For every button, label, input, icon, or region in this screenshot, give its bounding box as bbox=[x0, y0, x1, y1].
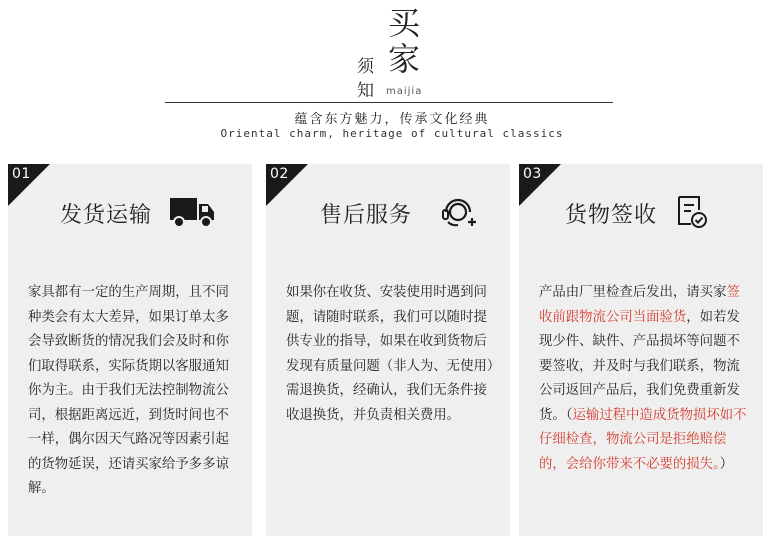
card-title: 发货运输 bbox=[60, 203, 153, 228]
card-title: 货物签收 bbox=[565, 203, 658, 228]
tagline-english: Oriental charm, heritage of cultural classics bbox=[220, 127, 564, 140]
card-body: 家具都有一定的生产周期，且不同种类会有太大差异，如果订单太多会导致断货的情况我们会及时和你们取得联系，实际货期以客服通知你为主。由于我们无法控制物流公司，根据距离远近，到货时间也不一样，偶尔因天气路况等因素引起的货物延误，还请买家给予多多谅解。 bbox=[28, 285, 229, 496]
body-warning-text: 签收前跟物流公司当面验货 bbox=[539, 285, 740, 325]
header-side-char-2: 知 bbox=[357, 81, 374, 101]
body-text: ，如若发现少件、缺件、产品损坏等问题不要签收，并及时与我们联系，物流公司返回产品后，我们免费重新发货。（ bbox=[539, 309, 740, 423]
truck-icon bbox=[168, 192, 216, 236]
header-pinyin: maijia bbox=[386, 86, 423, 97]
card-title-row bbox=[519, 192, 763, 232]
body-text: ） bbox=[719, 456, 734, 472]
card-after-sales bbox=[266, 164, 510, 536]
card-body: 如果你在收货、安装使用时遇到问题，请随时联系，我们可以随时提供专业的指导，如果在收到货物后发现有质量问题（非人为、无使用）需退换货，经确认，我们无条件接收退换货，并负责相关费用。 bbox=[286, 285, 494, 423]
card-shipping bbox=[8, 164, 252, 536]
card-title: 售后服务 bbox=[320, 203, 413, 228]
body-text: 产品由厂里检查后发出，请买家 bbox=[539, 285, 727, 300]
card-number: 03 bbox=[523, 166, 542, 182]
header-side-char-1: 须 bbox=[357, 57, 374, 77]
header-title-char-2: 家 bbox=[388, 40, 423, 78]
header-divider bbox=[165, 102, 613, 103]
header-title-char-1: 买 bbox=[388, 4, 423, 42]
customer-service-icon bbox=[438, 192, 478, 236]
tagline-chinese: 蕴含东方魅力，传承文化经典 bbox=[294, 112, 490, 127]
checklist-icon bbox=[675, 192, 709, 236]
card-title-row bbox=[8, 192, 252, 232]
card-body bbox=[539, 281, 751, 477]
card-title-row bbox=[266, 192, 510, 232]
card-number: 02 bbox=[270, 166, 289, 182]
card-receipt bbox=[519, 164, 763, 536]
body-warning-text: 运输过程中造成货物损坏如不仔细检查，物流公司是拒绝赔偿的，会给你带来不必要的损失。 bbox=[539, 407, 747, 472]
card-number: 01 bbox=[12, 166, 31, 182]
